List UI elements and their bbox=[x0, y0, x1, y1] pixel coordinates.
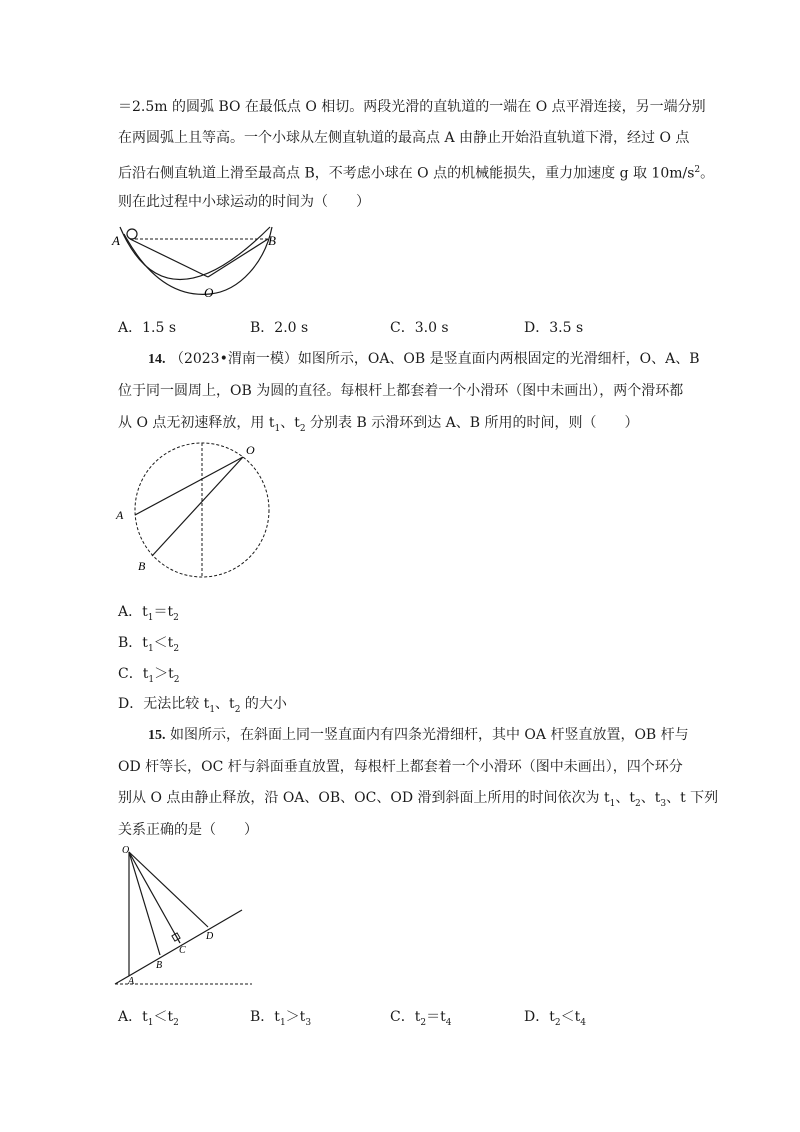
q13-label-a: A bbox=[112, 233, 120, 248]
q13-label-b: B bbox=[268, 233, 276, 248]
q15-label-c: C bbox=[179, 945, 186, 956]
q14-option-a[interactable]: A．$t_1=t_2$ bbox=[118, 604, 179, 623]
q14-rod-ob bbox=[152, 457, 243, 556]
q15-label-o: O bbox=[122, 845, 130, 856]
q14-text-line-1: 14. （2023•渭南一模）如图所示，OA、OB 是竖直面内两根固定的光滑细杆，O、A、B bbox=[148, 351, 700, 367]
q15-label-d: D bbox=[206, 931, 214, 942]
q13-text-line-1: ＝2.5m 的圆弧 BO 在最低点 O 相切。两段光滑的直轨道的一端在 O 点平滑连接，另一端分别 bbox=[118, 99, 706, 115]
q15-number: 15. bbox=[148, 728, 166, 743]
q14-option-b[interactable]: B．$t_1<t_2$ bbox=[118, 635, 180, 654]
q14-label-a: A bbox=[116, 508, 124, 522]
q13-option-c[interactable]: C．3.0 s bbox=[390, 320, 449, 336]
q13-text-line-2: 在两圆弧上且等高。一个小球从左侧直轨道的最高点 A 由静止开始沿直轨道下滑，经过 O 点 bbox=[118, 130, 690, 146]
q15-text-line-1: 15. 如图所示，在斜面上同一竖直面内有四条光滑细杆，其中 OA 杆竖直放置，OB 杆与 bbox=[148, 727, 689, 743]
q15-option-c[interactable]: C．$t_2=t_4$ bbox=[390, 1009, 452, 1028]
q13-big-arc bbox=[124, 227, 272, 294]
q15-figure-incline-diagram bbox=[112, 842, 257, 992]
q14-option-d[interactable]: D．无法比较 $t_1$、$t_2$ 的大小 bbox=[118, 696, 287, 715]
q15-text-line-3: 别从 O 点由静止释放，沿 OA、OB、OC、OD 滑到斜面上所用的时间依次为 $t_1$、$t_2$、$t_3$、t 下列 bbox=[118, 790, 719, 809]
q15-label-a: A bbox=[128, 976, 135, 987]
q15-text-line-4: 关系正确的是（ ） bbox=[118, 822, 258, 838]
q13-track-left bbox=[130, 239, 208, 277]
q13-figure-track-diagram bbox=[110, 222, 290, 302]
q14-text-line-3: 从 O 点无初速释放，用 $t_1$、$t_2$ 分别表 B 示滑环到达 A、B 所用的时间，则（ ） bbox=[118, 415, 639, 434]
q14-figure-circle-diagram bbox=[110, 440, 280, 585]
q13-ball bbox=[127, 229, 137, 239]
q13-option-a[interactable]: A．1.5 s bbox=[118, 320, 177, 336]
q15-rod-oc bbox=[129, 852, 180, 943]
q14-label-b: B bbox=[138, 559, 146, 573]
q14-rod-oa bbox=[135, 457, 243, 515]
q13-option-d[interactable]: D．3.5 s bbox=[524, 320, 584, 336]
q14-label-o: O bbox=[246, 443, 255, 457]
q14-option-c[interactable]: C．$t_1>t_2$ bbox=[118, 666, 180, 685]
q15-option-b[interactable]: B．$t_1>t_3$ bbox=[250, 1009, 312, 1028]
q15-option-d[interactable]: D．$t_2<t_4$ bbox=[524, 1009, 586, 1028]
q15-option-a[interactable]: A．$t_1<t_2$ bbox=[118, 1009, 179, 1028]
q13-track-right bbox=[208, 239, 268, 277]
q15-label-b: B bbox=[156, 960, 163, 971]
q13-text-line-4: 则在此过程中小球运动的时间为（ ） bbox=[118, 194, 370, 210]
q15-text-line-2: OD 杆等长，OC 杆与斜面垂直放置，每根杆上都套着一个小滑环（图中未画出），四个环分 bbox=[118, 759, 683, 775]
q14-text-line-2: 位于同一圆周上，OB 为圆的直径。每根杆上都套着一个小滑环（图中未画出），两个滑环都 bbox=[118, 383, 684, 399]
q14-number: 14. bbox=[148, 352, 166, 367]
q13-label-o: O bbox=[204, 285, 214, 300]
q13-option-b[interactable]: B．2.0 s bbox=[250, 320, 309, 336]
q13-text-line-3: 后沿右侧直轨道上滑至最高点 B，不考虑小球在 O 点的机械能损失，重力加速度 g 取 $10m/s^2$。 bbox=[118, 165, 715, 182]
